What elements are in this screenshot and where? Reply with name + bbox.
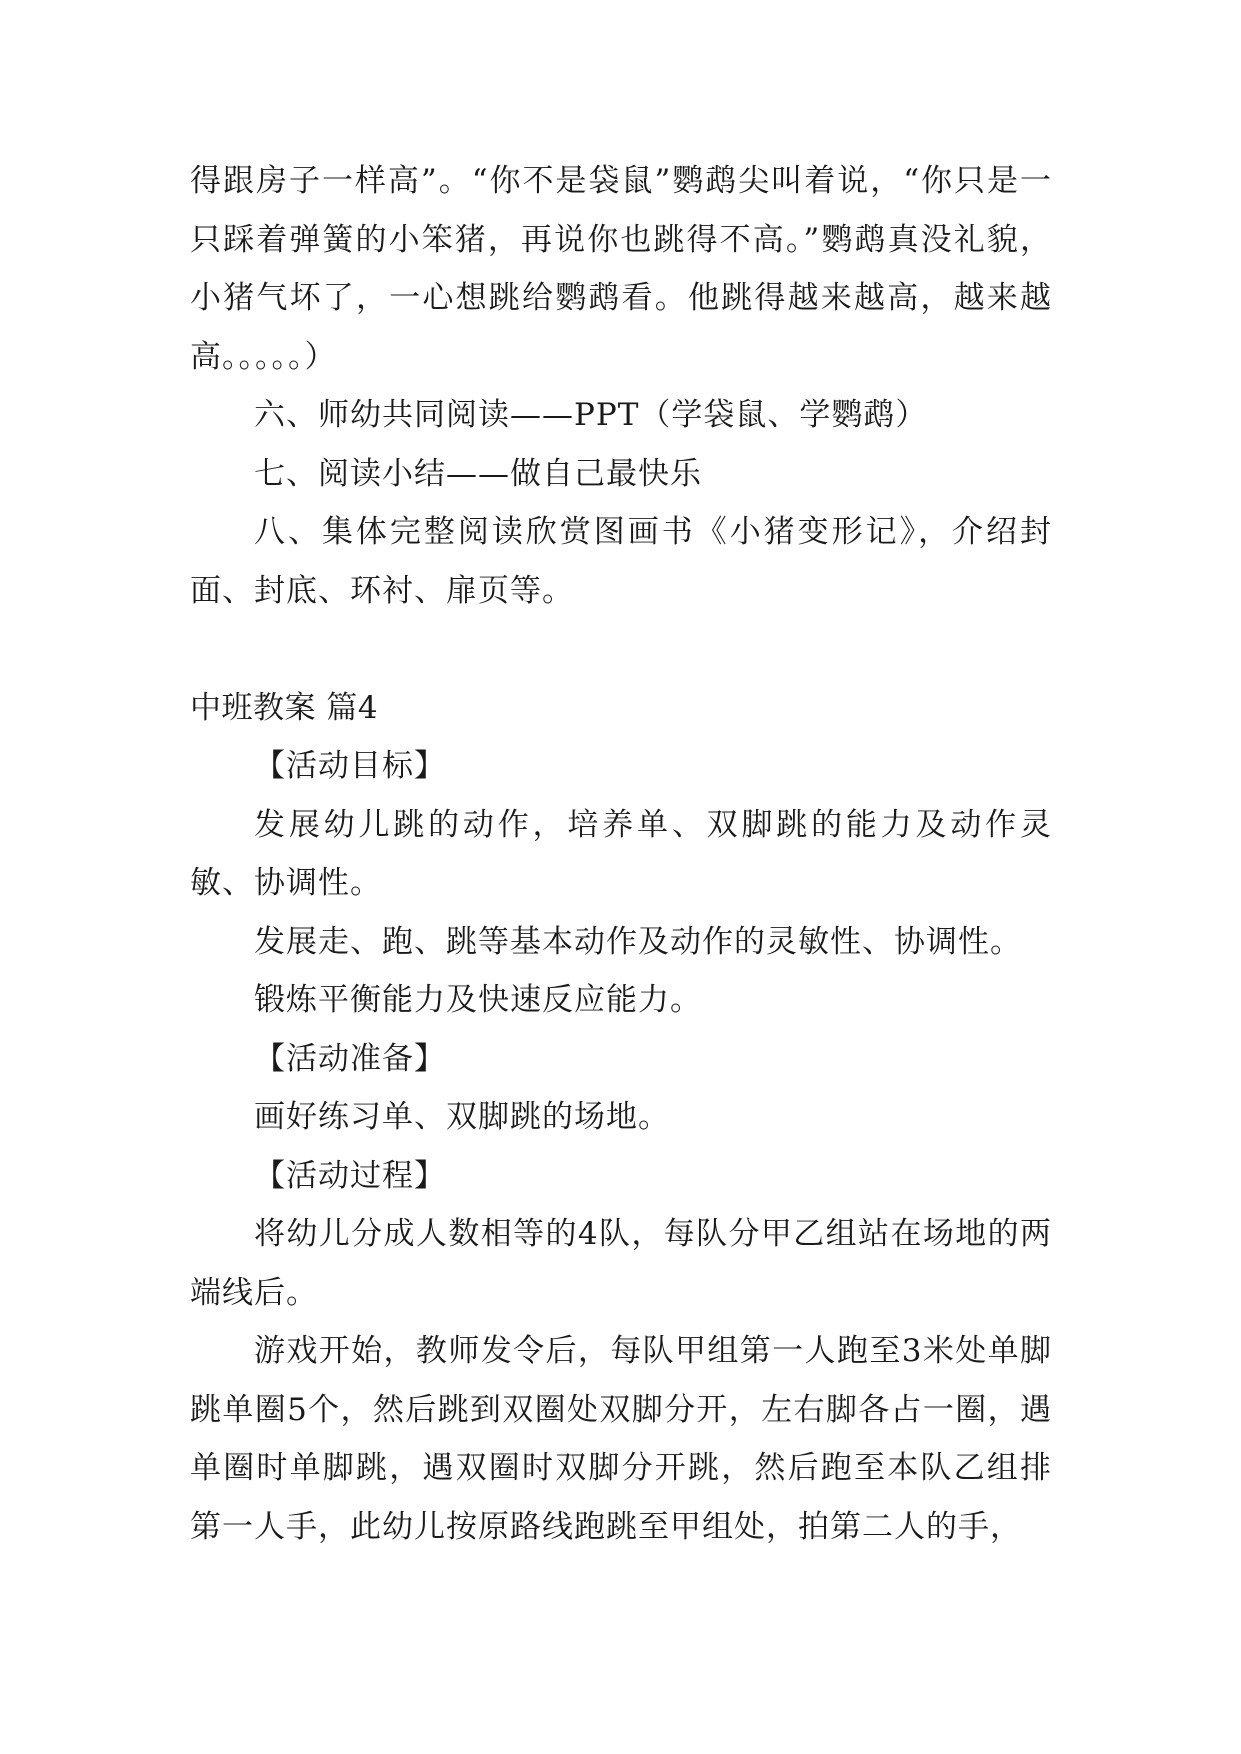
heading-activity-preparation: 【活动准备】 [254, 1040, 446, 1077]
document-body [190, 152, 1052, 1556]
paragraph-goal-3: 锻炼平衡能力及快速反应能力。 [254, 982, 702, 1018]
paragraph-step-8: 八、集体完整阅读欣赏图画书《小猪变形记》，介绍封面、封底、环衬、扉页等。 [190, 514, 1052, 609]
paragraph-process-1: 将幼儿分成人数相等的4队，每队分甲乙组站在场地的两端线后。 [190, 1216, 1052, 1311]
paragraph-goal-2: 发展走、跑、跳等基本动作及动作的灵敏性、协调性。 [254, 923, 1022, 960]
paragraph-goal-1: 发展幼儿跳的动作，培养单、双脚跳的能力及动作灵敏、协调性。 [190, 806, 1052, 901]
paragraph-step-6: 六、师幼共同阅读——PPT（学袋鼠、学鹦鹉） [254, 397, 928, 433]
section-title: 中班教案 篇4 [190, 689, 379, 726]
heading-activity-goals: 【活动目标】 [254, 748, 446, 784]
heading-activity-process: 【活动过程】 [254, 1157, 446, 1194]
blank-line [190, 620, 1052, 679]
paragraph-story-ending: 得跟房子一样高”。“你不是袋鼠”鹦鹉尖叫着说，“你只是一只踩着弹簧的小笨猪，再说你也跳得不高。”鹦鹉真没礼貌，小猪气坏了，一心想跳给鹦鹉看。他跳得越来越高，越来越高。。。。。） [190, 163, 1052, 375]
paragraph-preparation: 画好练习单、双脚跳的场地。 [254, 1099, 670, 1135]
paragraph-step-7: 七、阅读小结——做自己最快乐 [254, 455, 702, 492]
paragraph-process-2: 游戏开始，教师发令后，每队甲组第一人跑至3米处单脚跳单圈5个，然后跳到双圈处双脚分开，左右脚各占一圈，遇单圈时单脚跳，遇双圈时双脚分开跳，然后跑至本队乙组排第一人手，此幼儿按原路线跑跳至甲组处，拍第二人的手， [190, 1333, 1052, 1545]
